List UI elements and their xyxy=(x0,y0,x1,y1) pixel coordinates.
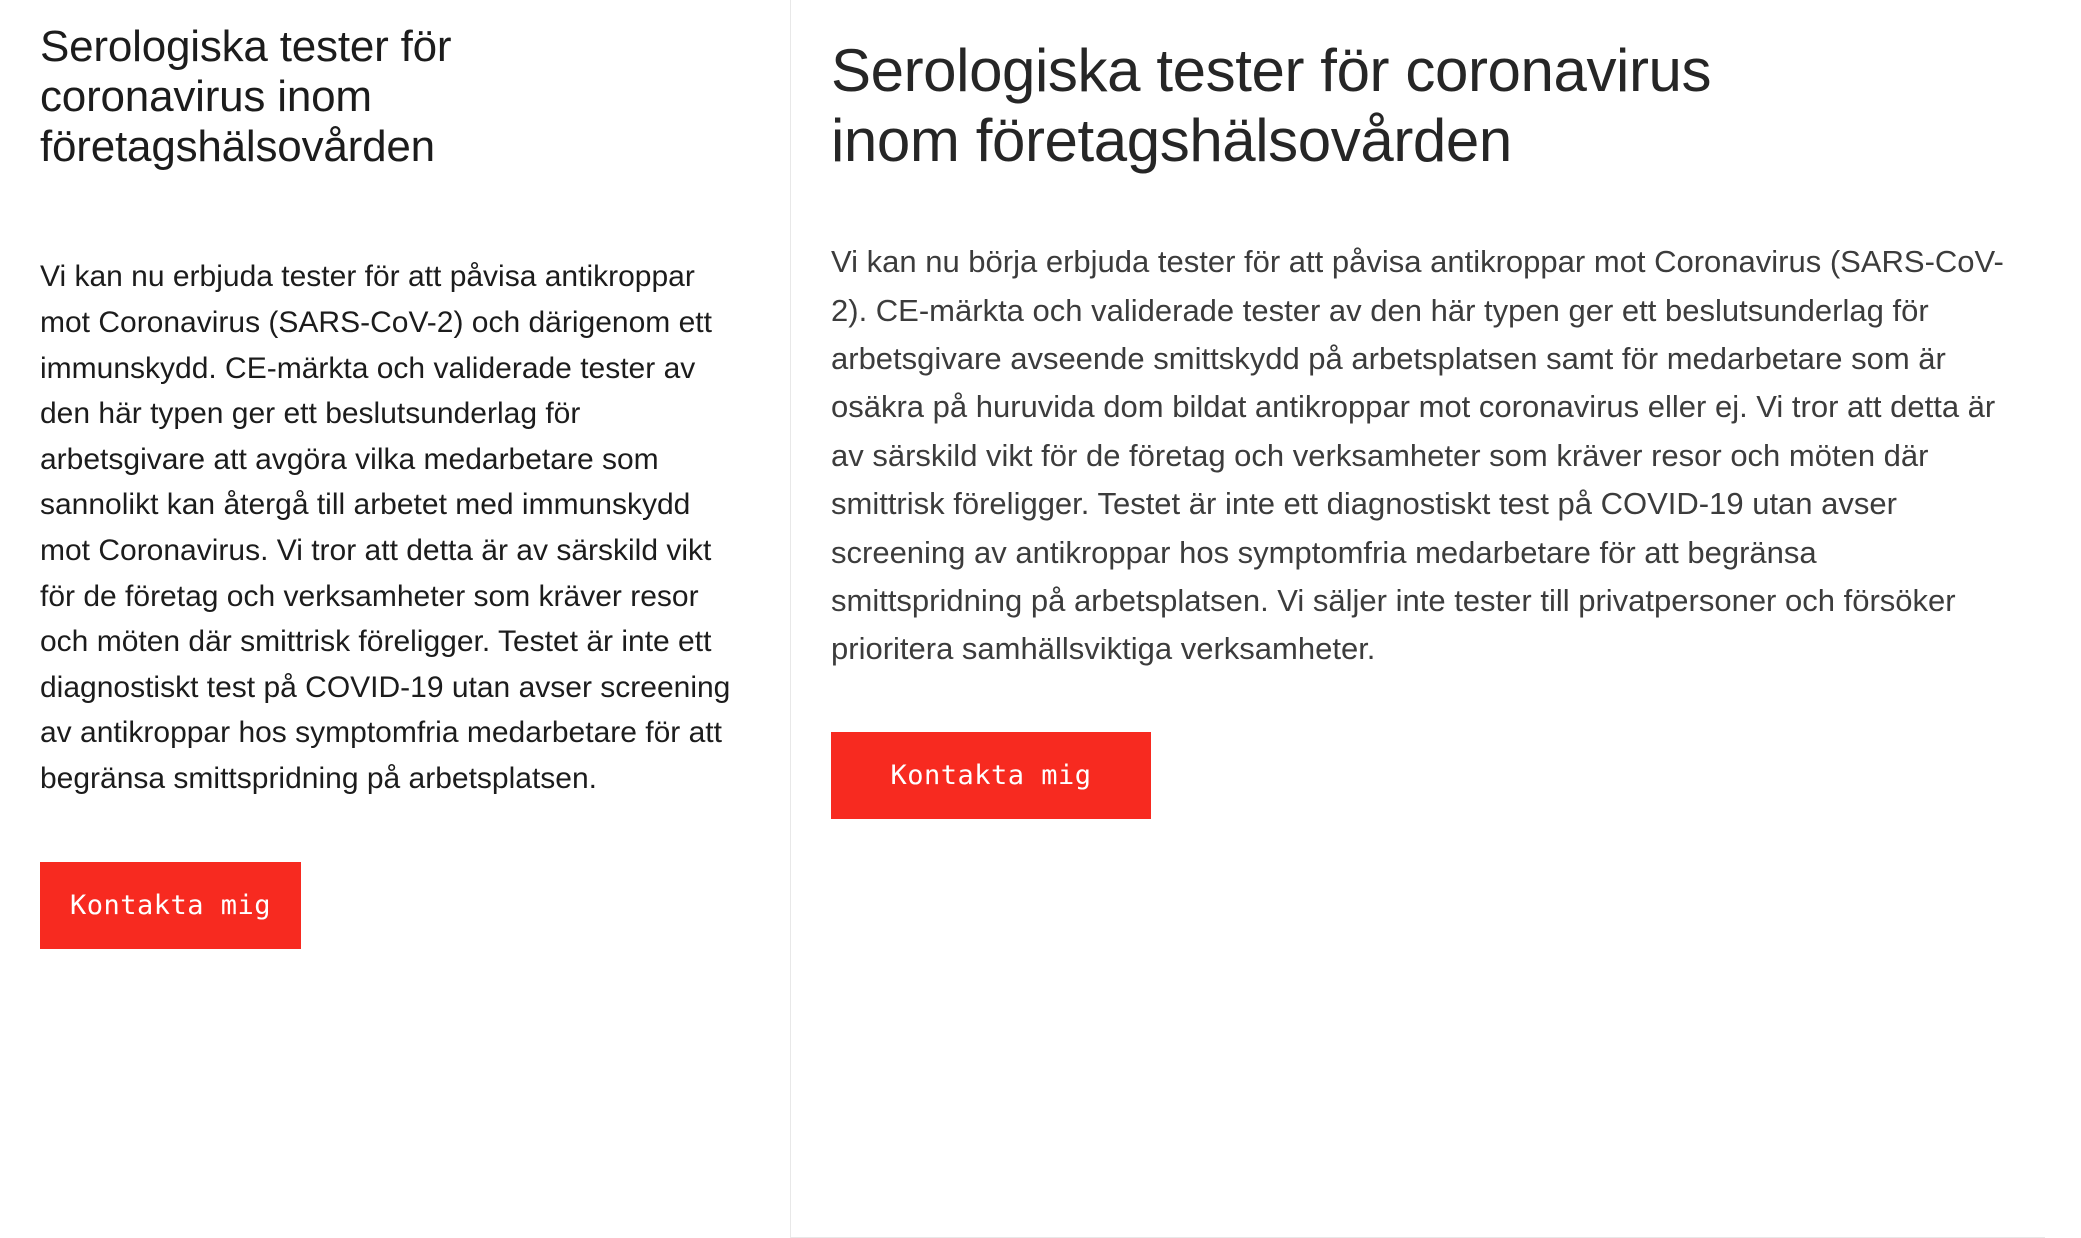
contact-me-button[interactable]: Kontakta mig xyxy=(40,862,301,949)
desktop-page-title: Serologiska tester för coronavirus inom företagshälsovården xyxy=(831,37,1712,175)
desktop-cta-container xyxy=(831,674,2005,819)
desktop-body-text: Vi kan nu börja erbjuda tester för att påvisa antikroppar mot Coronavirus (SARS-CoV-2). CE-märkta och validerade tester av den här typen ger ett beslutsunderlag för arbetsgivare avseende smittskydd på arbetsplatsen samt för medarbetare som är osäkra på huruvida dom bildat antikroppar mot coronavirus eller ej. Vi tror att detta är av särskild vikt för de företag och verksamheter som kräver resor och möten där smittrisk föreligger. Testet är inte ett diagnostiskt test på COVID-19 utan avser screening av antikroppar hos symptomfria medarbetare för att begränsa smittspridning på arbetsplatsen. Vi säljer inte tester till privatpersoner och försöker prioritera samhällsviktiga verksamheter. xyxy=(831,244,2004,667)
desktop-preview-column xyxy=(790,0,2045,1238)
contact-me-button[interactable]: Kontakta mig xyxy=(831,732,1151,819)
mobile-page-title: Serologiska tester för coronavirus inom företagshälsovården xyxy=(40,22,452,172)
mobile-cta-container xyxy=(40,802,740,949)
mobile-preview-column xyxy=(40,22,740,949)
mobile-body-text: Vi kan nu erbjuda tester för att påvisa antikroppar mot Coronavirus (SARS-CoV-2) och därigenom ett immunskydd. CE-märkta och validerade tester av den här typen ger ett beslutsunderlag för arbetsgivare att avgöra vilka medarbetare som sannolikt kan återgå till arbetet med immunskydd mot Coronavirus. Vi tror att detta är av särskild vikt för de företag och verksamheter som kräver resor och möten där smittrisk föreligger. Testet är inte ett diagnostiskt test på COVID-19 utan avser screening av antikroppar hos symptomfria medarbetare för att begränsa smittspridning på arbetsplatsen. xyxy=(40,260,731,795)
